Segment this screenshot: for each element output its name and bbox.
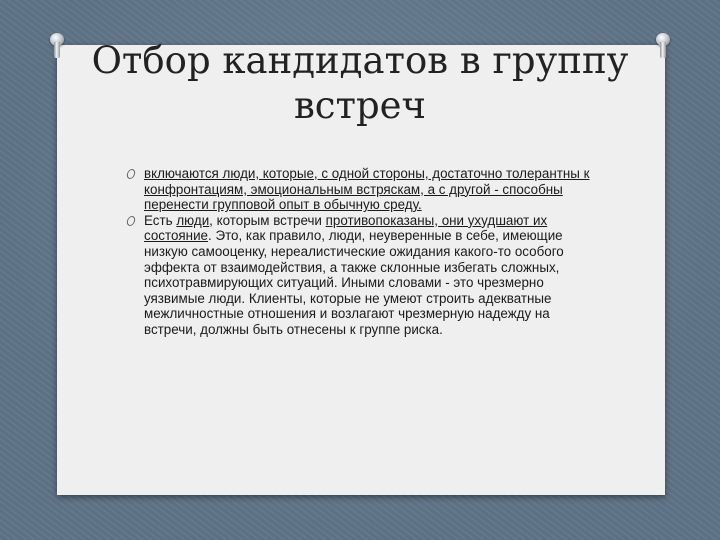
slide-title-line-2: встреч <box>293 84 427 127</box>
bullet-2-text-part-5: . Это, как правило, люди, неуверенные в себе, имеющие низкую самооценку, нереалистические ожидания какого-то особого эффекта от взаимодействия, а также склонные избегать сложных, психотравмирующих ситуаций. Иными словами - это чрезмерно уязвимые люди. Клиенты, которые не умеют строить адекватные межличностные отношения и возлагают чрезмерную надежду на встречи, должны быть отнесены к группе риска. <box>144 228 564 337</box>
circle-bullet-icon <box>126 216 136 226</box>
bullet-2-link-people: люди <box>176 212 210 228</box>
circle-bullet-icon <box>126 169 136 179</box>
bullet-2-text-part-3: , которым встречи <box>209 212 326 228</box>
slide-title <box>0 38 720 128</box>
bullet-item-1 <box>127 166 597 213</box>
bullet-list <box>127 166 597 338</box>
bullet-item-2 <box>127 213 597 338</box>
bullet-2-underlined-contraindicated: противопоказаны, они ухудшают их состояние <box>144 212 548 244</box>
slide-title-line-1: Отбор кандидатов в группу <box>91 39 629 82</box>
bullet-2-text-part-1: Есть <box>144 212 177 228</box>
bullet-1-text: включаются люди, которые, с одной стороны, достаточно толерантны к конфронтациям, эмоциональным встряскам, а с другой - способны перенести групповой опыт в обычную среду. <box>144 166 590 213</box>
